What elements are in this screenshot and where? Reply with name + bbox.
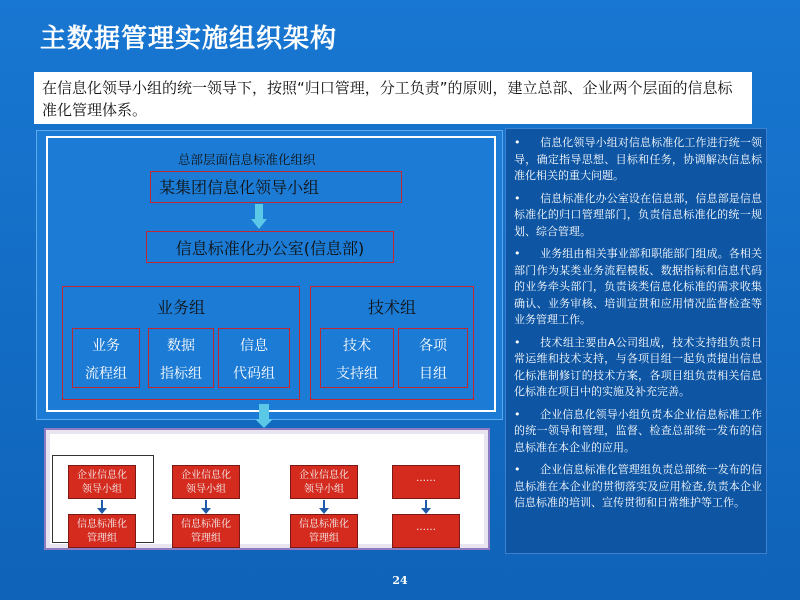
sub-group-data-index	[148, 328, 214, 388]
note-item	[514, 191, 762, 241]
enterprise-mgmt-box: 信息标准化 管理组	[172, 514, 240, 548]
bullet-icon: •	[514, 335, 521, 349]
sub-group-tech-support	[320, 328, 394, 388]
note-text: 信息标准化办公室设在信息部，信息部是信息标准化的归口管理部门，负责信息标准化的统一规划、综合管理。	[514, 191, 762, 238]
arrow-head-icon	[251, 219, 267, 229]
sub-group-line1: 信息	[240, 338, 268, 354]
sub-group-line2: 支持组	[336, 366, 378, 382]
arrow-head-icon	[255, 419, 273, 428]
enterprise-lead-box: 企业信息化 领导小组	[290, 465, 358, 499]
sub-group-info-code	[218, 328, 290, 388]
arrow-hq-to-enterprise	[259, 404, 269, 420]
enterprise-lead-box: 企业信息化 领导小组	[172, 465, 240, 499]
notes-list	[514, 135, 762, 518]
sub-group-process	[72, 328, 140, 388]
bullet-icon: •	[514, 463, 521, 476]
business-group-title: 业务组	[156, 298, 205, 317]
enterprise-mgmt-box: 信息标准化 管理组	[290, 514, 358, 548]
sub-group-line2: 指标组	[160, 366, 202, 382]
note-item	[514, 462, 762, 512]
intro-text: 在信息化领导小组的统一领导下，按照“归口管理，分工负责”的原则，建立总部、企业两个层面的信息标准化管理体系。	[34, 72, 752, 124]
enterprise-more-box: ……	[392, 465, 460, 499]
tech-group-title: 技术组	[367, 298, 416, 317]
note-item	[514, 246, 762, 329]
note-item	[514, 335, 762, 401]
office-box: 信息标准化办公室(信息部)	[146, 231, 394, 263]
note-text: 信息化领导小组对信息标准化工作进行统一领导，确定指导思想、目标和任务，协调解决信息标准化相关的重大问题。	[514, 136, 762, 182]
hq-org-label: 总部层面信息标准化组织	[178, 152, 316, 167]
bullet-icon: •	[514, 247, 521, 260]
bullet-icon: •	[514, 191, 521, 205]
sub-group-line1: 数据	[167, 338, 195, 354]
note-text: 技术组主要由A公司组成，技术支持组负责日常运维和技术支持，与各项目组一起负责提出信息化标准制修订的技术方案，各项目组负责相关信息化标准在项目中的实施及补充完善。	[514, 335, 762, 398]
enterprise-mgmt-box: 信息标准化 管理组	[68, 514, 136, 548]
sub-group-projects	[398, 328, 468, 388]
note-item	[514, 407, 762, 457]
page-number: 24	[392, 574, 408, 587]
bullet-icon: •	[514, 407, 521, 421]
arrow-lead-to-office	[255, 204, 263, 220]
enterprise-more-box: ……	[392, 514, 460, 548]
sub-group-line2: 代码组	[233, 366, 275, 382]
note-text: 企业信息化领导小组负责本企业信息标准工作的统一领导和管理，监督、检查总部统一发布的信息标准在本企业的应用。	[514, 407, 762, 454]
enterprise-lead-box: 企业信息化 领导小组	[68, 465, 136, 499]
sub-group-line1: 业务	[92, 338, 120, 354]
sub-group-line2: 流程组	[85, 366, 127, 382]
sub-group-line1: 各项	[419, 338, 447, 354]
sub-group-line1: 技术	[343, 338, 371, 354]
sub-group-line2: 目组	[419, 366, 447, 382]
lead-group-box: 某集团信息化领导小组	[150, 171, 402, 203]
note-text: 业务组由相关事业部和职能部门组成。各相关部门作为某类业务流程模板、数据指标和信息代码的业务牵头部门，负责该类信息化标准的需求收集确认、业务审核、培训宣贯和应用情况监督检查等业务管理工作。	[514, 247, 762, 326]
page-title: 主数据管理实施组织架构	[40, 24, 338, 54]
note-item	[514, 135, 762, 185]
bullet-icon: •	[514, 136, 521, 149]
note-text: 企业信息标准化管理组负责总部统一发布的信息标准在本企业的贯彻落实及应用检查,负责本企业信息标准的培训、宣传贯彻和日常维护等工作。	[514, 463, 762, 509]
